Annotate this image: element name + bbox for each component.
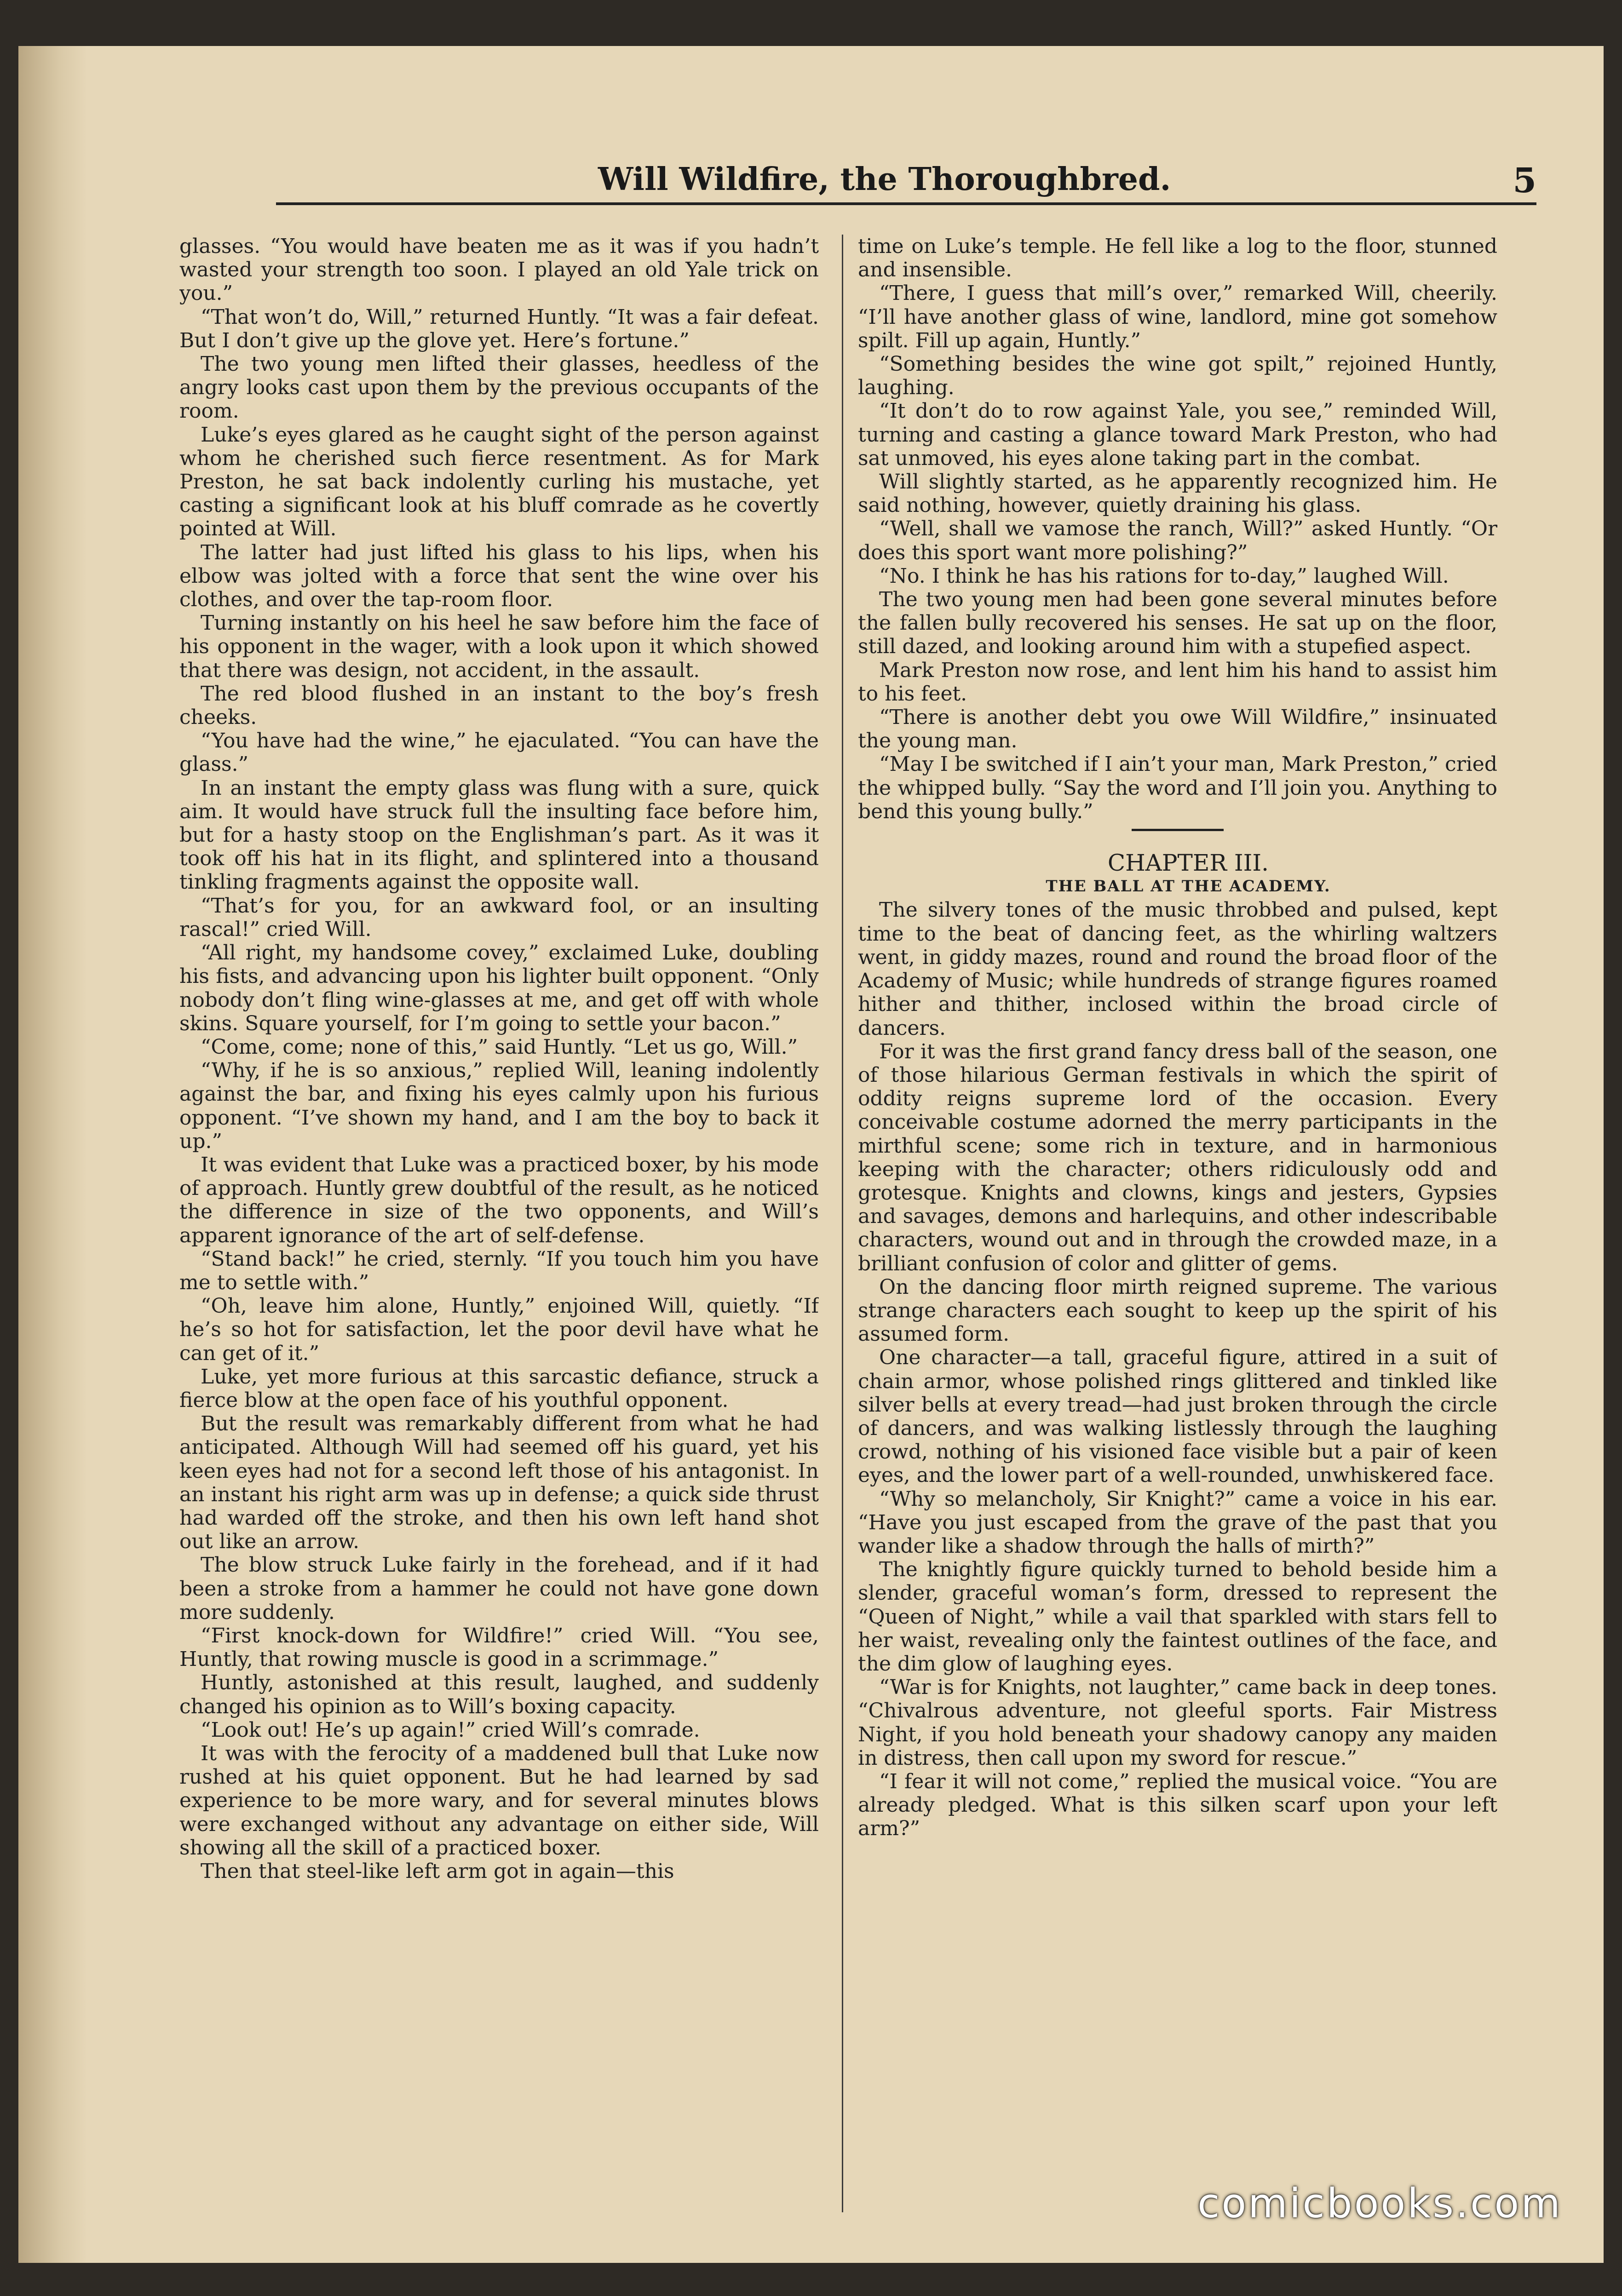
page-header — [276, 152, 1536, 205]
paragraph: The two young men had been gone several minutes before the fallen bully recovered his senses. He sat up on the floor, still dazed, and looking around him with a stupefied aspect. — [858, 588, 1497, 659]
paragraph: “Well, shall we vamose the ranch, Will?” asked Huntly. “Or does this sport want more polishing?” — [858, 517, 1497, 564]
magazine-page — [18, 46, 1604, 2263]
paragraph: “War is for Knights, not laughter,” came back in deep tones. “Chivalrous adventure, not gleeful sports. Fair Mistress Night, if you hold beneath your shadowy canopy any maiden in distress, then call upon my sword for rescue.” — [858, 1676, 1497, 1770]
paragraph: On the dancing floor mirth reigned supreme. The various strange characters each sought to keep up the spirit of his assumed form. — [858, 1275, 1497, 1346]
paragraph: The silvery tones of the music throbbed and pulsed, kept time to the beat of dancing feet, as the whirling waltzers went, in giddy mazes, round and round the broad floor of the Academy of Music; while hundreds of strange figures roamed hither and thither, inclosed within the broad circle of dancers. — [858, 898, 1497, 1040]
paragraph: It was with the ferocity of a maddened bull that Luke now rushed at his quiet opponent. But he had learned by sad experience to be more wary, and for several minutes blows were exchanged without any advantage on either side, Will showing all the skill of a practiced boxer. — [179, 1742, 819, 1860]
page-number: 5 — [1513, 161, 1536, 201]
paragraph: Turning instantly on his heel he saw before him the face of his opponent in the wager, with a look upon it which showed that there was design, not accident, in the assault. — [179, 611, 819, 682]
paragraph: “All right, my handsome covey,” exclaimed Luke, doubling his fists, and advancing upon his lighter built opponent. “Only nobody don’t fling wine-glasses at me, and get off with whole skins. Square yourself, for I’m going to settle your bacon.” — [179, 941, 819, 1035]
paragraph: “You have had the wine,” he ejaculated. “You can have the glass.” — [179, 729, 819, 776]
paragraph: “Why, if he is so anxious,” replied Will, leaning indolently against the bar, and fixing his eyes calmly upon his furious opponent. “I’ve shown my hand, and I am the boy to back it up.” — [179, 1059, 819, 1153]
paragraph: “It don’t do to row against Yale, you see,” reminded Will, turning and casting a glance toward Mark Preston, who had sat unmoved, his eyes alone taking part in the combat. — [858, 399, 1497, 470]
chapter-title: CHAPTER III. — [1107, 850, 1269, 877]
chapter-subtitle: THE BALL AT THE ACADEMY. — [1046, 877, 1331, 896]
paragraph: Luke’s eyes glared as he caught sight of the person against whom he cherished such fierce resentment. As for Mark Preston, he sat back indolently curling his mustache, yet casting a significant look at his bluff comrade as he covertly pointed at Will. — [179, 423, 819, 541]
paragraph: The two young men lifted their glasses, heedless of the angry looks cast upon them by the previous occupants of the room. — [179, 352, 819, 423]
paragraph: “May I be switched if I ain’t your man, Mark Preston,” cried the whipped bully. “Say the word and I’ll join you. Anything to bend this young bully.” — [858, 752, 1497, 823]
paragraph: “There, I guess that mill’s over,” remarked Will, cheerily. “I’ll have another glass of wine, landlord, mine got somehow spilt. Fill up again, Huntly.” — [858, 281, 1497, 352]
binding-gutter — [18, 46, 87, 2263]
paragraph: Then that steel-like left arm got in again—this — [201, 1860, 674, 1883]
running-title: Will Wildfire, the Thoroughbred. — [598, 161, 1171, 198]
paragraph: time on Luke’s temple. He fell like a log to the floor, stunned and insensible. — [858, 235, 1497, 282]
paragraph: For it was the first grand fancy dress ball of the season, one of those hilarious German festivals in which the spirit of oddity reigns supreme lord of the occasion. Every conceivable costume adorned the merry participants in the mirthful scene; some rich in texture, and in harmonious keeping with the character; others ridiculously odd and grotesque. Knights and clowns, kings and jesters, Gypsies and savages, demons and harlequins, and other indescribable characters, wound out and in through the crowded maze, in a brilliant confusion of color and glitter of gems. — [858, 1039, 1497, 1275]
paragraph: “Look out! He’s up again!” cried Will’s comrade. — [201, 1718, 700, 1742]
right-column-top-text — [858, 235, 1497, 823]
paragraph: Luke, yet more furious at this sarcastic defiance, struck a fierce blow at the open face of his youthful opponent. — [179, 1365, 819, 1412]
paragraph: The red blood flushed in an instant to the boy’s fresh cheeks. — [179, 682, 819, 729]
paragraph: Will slightly started, as he apparently recognized him. He said nothing, however, quietly draining his glass. — [858, 470, 1497, 517]
paragraph: “There is another debt you owe Will Wildfire,” insinuated the young man. — [858, 706, 1497, 753]
paragraph: Mark Preston now rose, and lent him his hand to assist him to his feet. — [858, 658, 1497, 706]
paragraph: The blow struck Luke fairly in the forehead, and if it had been a stroke from a hammer he could not have gone down more suddenly. — [179, 1553, 819, 1624]
left-column — [179, 235, 819, 2212]
paragraph: “That’s for you, for an awkward fool, or an insulting rascal!” cried Will. — [179, 894, 819, 941]
section-rule — [1132, 829, 1224, 831]
paragraph: “Oh, leave him alone, Huntly,” enjoined Will, quietly. “If he’s so hot for satisfaction, let the poor devil have what he can get of it.” — [179, 1294, 819, 1365]
paragraph: “Stand back!” he cried, sternly. “If you touch him you have me to settle with.” — [179, 1247, 819, 1294]
paragraph: “That won’t do, Will,” returned Huntly. “It was a fair defeat. But I don’t give up the glove yet. Here’s fortune.” — [179, 305, 819, 352]
paragraph: But the result was remarkably different from what he had anticipated. Although Will had seemed off his guard, yet his keen eyes had not for a second left those of his antagonist. In an instant his right arm was up in defense; a quick side thrust had warded off the stroke, and then his own left hand shot out like an arrow. — [179, 1412, 819, 1554]
paragraph: “First knock-down for Wildfire!” cried Will. “You see, Huntly, that rowing muscle is good in a scrimmage.” — [179, 1624, 819, 1671]
right-column-bottom-text — [858, 898, 1497, 1840]
paragraph: The latter had just lifted his glass to his lips, when his elbow was jolted with a force that sent the wine over his clothes, and over the tap-room floor. — [179, 540, 819, 612]
paragraph: Huntly, astonished at this result, laughed, and suddenly changed his opinion as to Will’s boxing capacity. — [179, 1671, 819, 1718]
paragraph: The knightly figure quickly turned to behold beside him a slender, graceful woman’s form, dressed to represent the “Queen of Night,” while a vail that sparkled with stars fell to her waist, revealing only the faintest outlines of the face, and the dim glow of laughing eyes. — [858, 1558, 1497, 1676]
paragraph: In an instant the empty glass was flung with a sure, quick aim. It would have struck full the insulting face before him, but for a hasty stoop on the Englishman’s part. As it was it took off his hat in its flight, and splintered into a thousand tinkling fragments against the opposite wall. — [179, 776, 819, 894]
watermark: comicbooks.com — [1197, 2180, 1562, 2227]
paragraph: One character—a tall, graceful figure, attired in a suit of chain armor, whose polished rings glittered and tinkled like silver bells at every tread—had just broken through the circle of dancers, and was walking listlessly through the laughing crowd, nothing of his visioned face visible but a pair of keen eyes, and the lower part of a well-rounded, unwhiskered face. — [858, 1346, 1497, 1487]
paragraph: “I fear it will not come,” replied the musical voice. “You are already pledged. What is this silken scarf upon your left arm?” — [858, 1770, 1497, 1841]
paragraph: “No. I think he has his rations for to-day,” laughed Will. — [879, 564, 1449, 588]
paragraph: “Come, come; none of this,” said Huntly. “Let us go, Will.” — [201, 1035, 798, 1059]
paragraph: “Something besides the wine got spilt,” rejoined Huntly, laughing. — [858, 352, 1497, 400]
column-divider — [842, 235, 843, 2212]
paragraph: glasses. “You would have beaten me as it was if you hadn’t wasted your strength too soon. I played an old Yale trick on you.” — [179, 235, 819, 305]
right-column — [858, 235, 1497, 2212]
paragraph: It was evident that Luke was a practiced boxer, by his mode of approach. Huntly grew doubtful of the result, as he noticed the difference in size of the two opponents, and Will’s apparent ignorance of the art of self-defense. — [179, 1153, 819, 1247]
paragraph: “Why so melancholy, Sir Knight?” came a voice in his ear. “Have you just escaped from the grave of the past that you wander like a shadow through the halls of mirth?” — [858, 1487, 1497, 1558]
